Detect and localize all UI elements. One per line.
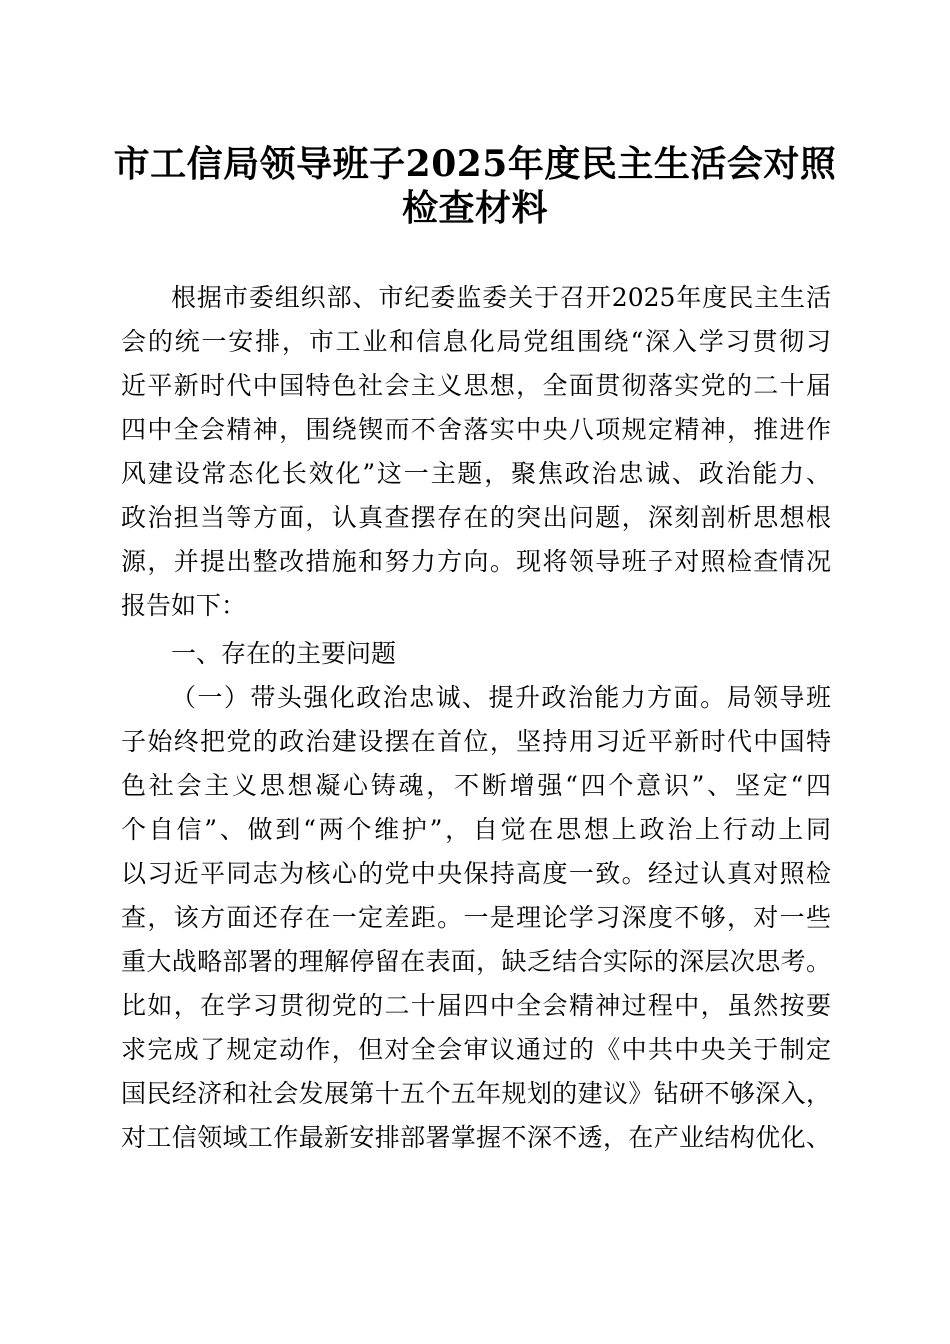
intro-paragraph-line: 四中全会精神，围绕锲而不舍落实中央八项规定精神，推进作 bbox=[121, 415, 831, 444]
intro-paragraph-line: 会的统一安排，市工业和信息化局党组围绕“深入学习贯彻习 bbox=[121, 327, 831, 356]
body-paragraph-line: 重大战略部署的理解停留在表面，缺乏结合实际的深层次思考。 bbox=[121, 947, 831, 976]
intro-paragraph-line: 源，并提出整改措施和努力方向。现将领导班子对照检查情况 bbox=[121, 547, 831, 576]
document-title-line-2: 检查材料 bbox=[401, 187, 548, 229]
subsection-heading: （一）带头强化政治忠诚、提升政治能力方面。 bbox=[171, 683, 727, 712]
section-heading: 一、存在的主要问题 bbox=[171, 639, 397, 668]
body-paragraph-line: 色社会主义思想凝心铸魂，不断增强“四个意识”、坚定“四 bbox=[121, 771, 831, 800]
body-paragraph-line: 查，该方面还存在一定差距。一是理论学习深度不够，对一些 bbox=[121, 903, 831, 932]
intro-paragraph-line: 政治担当等方面，认真查摆存在的突出问题，深刻剖析思想根 bbox=[121, 503, 831, 532]
intro-paragraph-line: 根据市委组织部、市纪委监委关于召开2025年度民主生活 bbox=[171, 283, 831, 312]
body-paragraph-line: 国民经济和社会发展第十五个五年规划的建议》钻研不够深入， bbox=[121, 1079, 831, 1108]
intro-paragraph-line: 近平新时代中国特色社会主义思想，全面贯彻落实党的二十届 bbox=[121, 371, 831, 400]
document-title-line-1: 市工信局领导班子2025年度民主生活会对照 bbox=[113, 143, 837, 185]
body-paragraph-line: 个自信”、做到“两个维护”，自觉在思想上政治上行动上同 bbox=[121, 815, 831, 844]
intro-paragraph-line: 报告如下： bbox=[121, 591, 247, 620]
intro-paragraph-line: 风建设常态化长效化”这一主题，聚焦政治忠诚、政治能力、 bbox=[121, 459, 831, 488]
body-paragraph-line: 子始终把党的政治建设摆在首位，坚持用习近平新时代中国特 bbox=[121, 727, 831, 756]
subsection-first-line-text: 局领导班 bbox=[726, 683, 831, 712]
subsection-first-line bbox=[171, 676, 831, 720]
body-paragraph-line: 对工信领域工作最新安排部署掌握不深不透，在产业结构优化、 bbox=[121, 1123, 831, 1152]
body-paragraph-line: 以习近平同志为核心的党中央保持高度一致。经过认真对照检 bbox=[121, 859, 831, 888]
body-paragraph-line: 比如，在学习贯彻党的二十届四中全会精神过程中，虽然按要 bbox=[121, 991, 831, 1020]
body-paragraph-line: 求完成了规定动作，但对全会审议通过的《中共中央关于制定 bbox=[121, 1035, 831, 1064]
